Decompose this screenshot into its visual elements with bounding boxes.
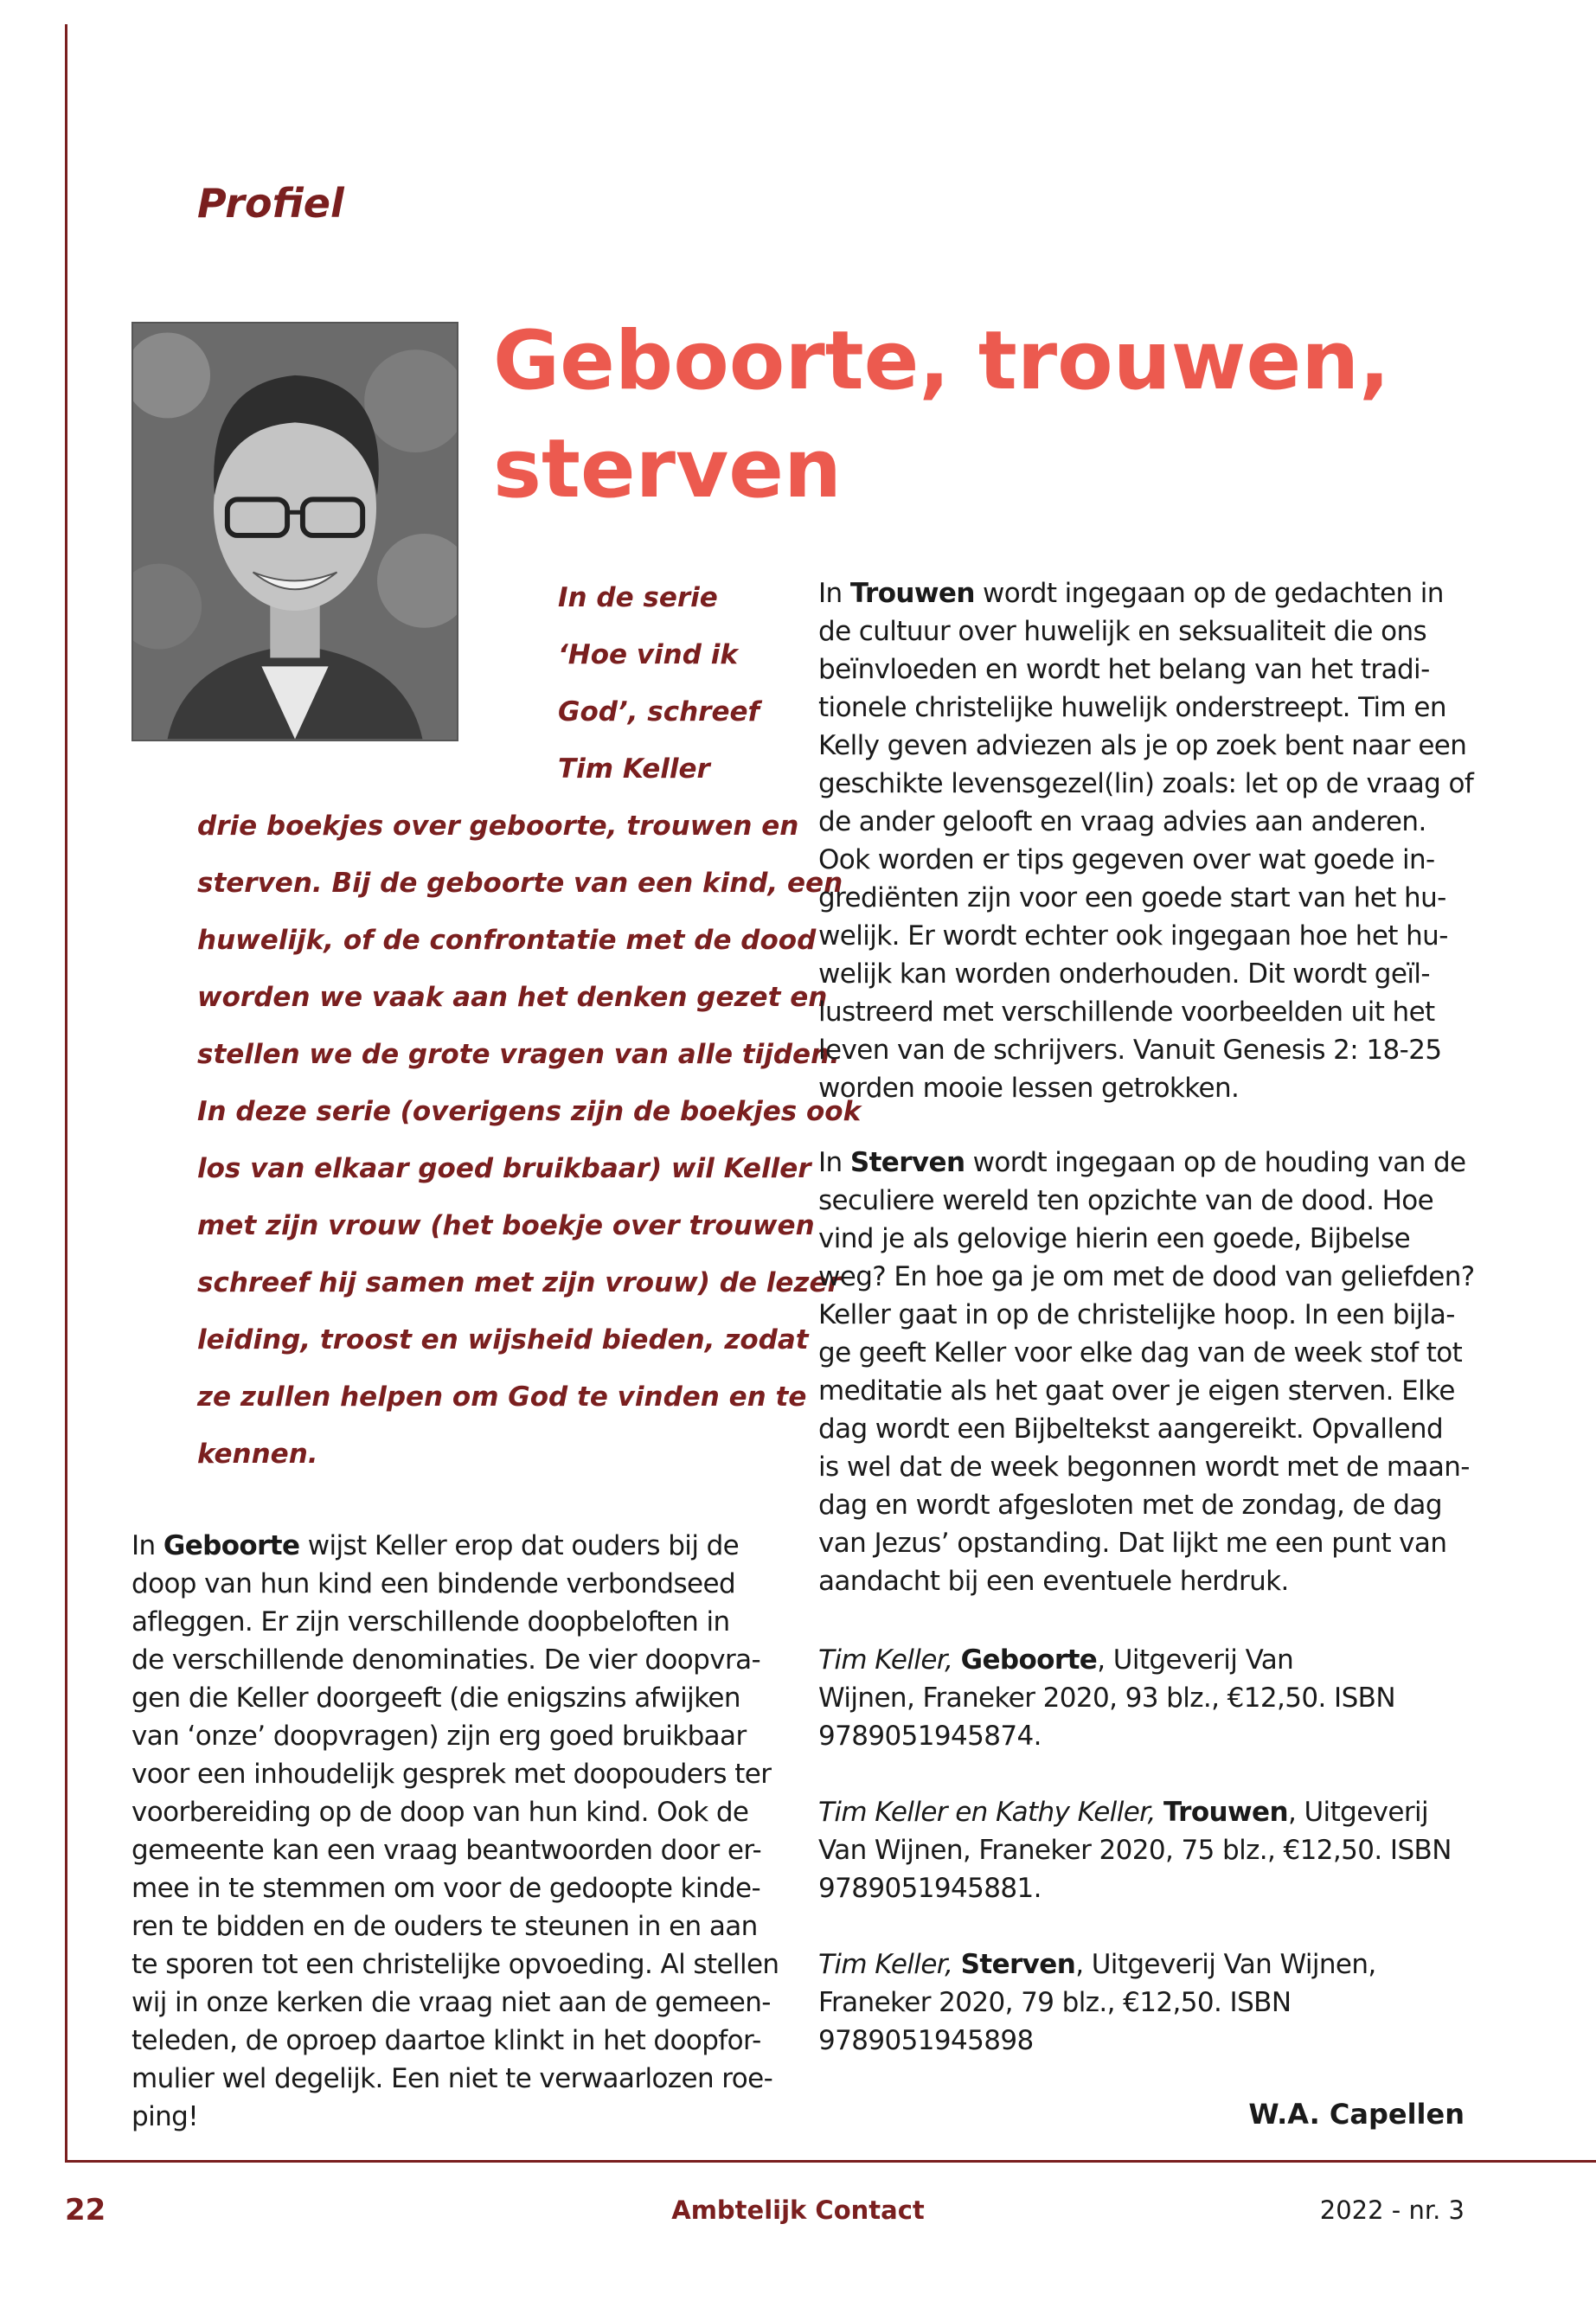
bibliography-entry bbox=[818, 1945, 1469, 2060]
journal-name: Ambtelijk Contact bbox=[671, 2195, 925, 2225]
paragraph-geboorte bbox=[131, 1527, 782, 2136]
margin-rule-vertical bbox=[65, 24, 67, 2161]
intro-line: drie boekjes over geboorte, trouwen en bbox=[197, 811, 799, 842]
body-line: tionele christelijke huwelijk onderstreept. Tim en bbox=[818, 692, 1446, 723]
body-line bbox=[818, 1144, 1469, 1182]
bib-line: Wijnen, Franeker 2020, 93 blz., €12,50. ISBN bbox=[818, 1682, 1395, 1714]
intro-lead bbox=[558, 569, 774, 798]
line-rest: wordt ingegaan op de gedachten in bbox=[974, 578, 1444, 609]
intro-line: sterven. Bij de geboorte van een kind, een bbox=[197, 868, 843, 899]
body-line: teleden, de oproep daartoe klinkt in het doopfor- bbox=[131, 2025, 761, 2056]
body-line: welijk. Er wordt echter ook ingegaan hoe het hu- bbox=[818, 920, 1448, 952]
body-line bbox=[131, 1527, 782, 1565]
intro-line: stellen we de grote vragen van alle tijden. bbox=[197, 1039, 840, 1070]
body-line: gen die Keller doorgeeft (die enigszins afwijken bbox=[131, 1682, 740, 1714]
body-line: Keller gaat in op de christelijke hoop. In een bijla- bbox=[818, 1299, 1455, 1330]
bib-line: 9789051945874. bbox=[818, 1721, 1042, 1752]
body-line: dag en wordt afgesloten met de zondag, de dag bbox=[818, 1490, 1442, 1521]
body-line: mee in te stemmen om voor de gedoopte kinde- bbox=[131, 1873, 761, 1904]
body-line: van ‘onze’ doopvragen) zijn erg goed bruikbaar bbox=[131, 1721, 747, 1752]
body-line: de ander gelooft en vraag advies aan anderen. bbox=[818, 806, 1426, 837]
page-number: 22 bbox=[65, 2193, 106, 2227]
body-line: grediënten zijn voor een goede start van het hu- bbox=[818, 882, 1446, 913]
bibliography-entry bbox=[818, 1641, 1469, 1755]
body-line: van Jezus’ opstanding. Dat lijkt me een punt van bbox=[818, 1528, 1447, 1559]
body-line: weg? En hoe ga je om met de dood van geliefden? bbox=[818, 1261, 1475, 1292]
intro-line: huwelijk, of de confrontatie met de dood bbox=[197, 925, 817, 956]
body-line: dag wordt een Bijbeltekst aangereikt. Opvallend bbox=[818, 1413, 1444, 1445]
bib-title: Sterven bbox=[960, 1949, 1076, 1980]
body-line: meditatie als het gaat over je eigen sterven. Elke bbox=[818, 1375, 1455, 1407]
body-line: doop van hun kind een bindende verbondseed bbox=[131, 1568, 736, 1599]
bib-publisher: , Uitgeverij Van Wijnen, bbox=[1075, 1949, 1376, 1980]
intro-line: los van elkaar goed bruikbaar) wil Keller bbox=[197, 1153, 811, 1184]
body-line: seculiere wereld ten opzichte van de dood. Hoe bbox=[818, 1185, 1434, 1216]
body-line: Kelly geven adviezen als je op zoek bent naar een bbox=[818, 730, 1467, 761]
intro-line: In de serie bbox=[558, 582, 718, 613]
bib-line: 9789051945881. bbox=[818, 1873, 1042, 1904]
intro-line: worden we vaak aan het denken gezet en bbox=[197, 982, 828, 1013]
bib-line: 9789051945898 bbox=[818, 2025, 1034, 2056]
line-rest: wijst Keller erop dat ouders bij de bbox=[299, 1530, 740, 1561]
bibliography-entry bbox=[818, 1793, 1469, 1907]
body-line: ge geeft Keller voor elke dag van de week stof tot bbox=[818, 1337, 1463, 1368]
body-line: leven van de schrijvers. Vanuit Genesis 2: 18-25 bbox=[818, 1035, 1442, 1066]
intro-line: schreef hij samen met zijn vrouw) de lezer bbox=[197, 1267, 841, 1298]
intro-line: In deze serie (overigens zijn de boekjes ook bbox=[197, 1096, 862, 1127]
lead-word: In bbox=[818, 1147, 843, 1178]
issue-label: 2022 - nr. 3 bbox=[1319, 2195, 1465, 2225]
lead-word: In bbox=[131, 1530, 156, 1561]
body-line: is wel dat de week begonnen wordt met de maan- bbox=[818, 1452, 1470, 1483]
bib-title: Trouwen bbox=[1163, 1797, 1288, 1828]
section-label: Profiel bbox=[197, 180, 344, 227]
bib-publisher: , Uitgeverij bbox=[1287, 1797, 1429, 1828]
keyword-sterven: Sterven bbox=[849, 1147, 965, 1178]
bib-publisher: , Uitgeverij Van bbox=[1097, 1644, 1294, 1676]
article-title bbox=[493, 307, 1488, 523]
intro-line: kennen. bbox=[197, 1439, 318, 1470]
body-line: te sporen tot een christelijke opvoeding. Al stellen bbox=[131, 1949, 779, 1980]
portrait-image bbox=[133, 324, 457, 740]
body-line: voor een inhoudelijk gesprek met doopouders ter bbox=[131, 1759, 772, 1790]
body-line: afleggen. Er zijn verschillende doopbeloften in bbox=[131, 1606, 730, 1638]
bib-title: Geboorte bbox=[960, 1644, 1098, 1676]
bib-line bbox=[818, 1945, 1469, 1984]
intro-line: met zijn vrouw (het boekje over trouwen bbox=[197, 1210, 815, 1241]
author-photo bbox=[131, 322, 458, 741]
body-line: voorbereiding op de doop van hun kind. Ook de bbox=[131, 1797, 749, 1828]
bib-author: Tim Keller, bbox=[818, 1949, 953, 1980]
keyword-geboorte: Geboorte bbox=[163, 1530, 300, 1561]
intro-body bbox=[197, 798, 862, 1483]
body-line: de verschillende denominaties. De vier doopvra- bbox=[131, 1644, 761, 1676]
body-line: geschikte levensgezel(lin) zoals: let op de vraag of bbox=[818, 768, 1474, 799]
body-line: mulier wel degelijk. Een niet te verwaarlozen roe- bbox=[131, 2063, 773, 2094]
body-line: aandacht bij een eventuele herdruk. bbox=[818, 1566, 1289, 1597]
paragraph-trouwen bbox=[818, 574, 1474, 1107]
intro-line: ‘Hoe vind ik bbox=[558, 639, 738, 670]
title-line: sterven bbox=[493, 422, 842, 516]
body-line: wij in onze kerken die vraag niet aan de gemeen- bbox=[131, 1987, 771, 2018]
bib-line bbox=[818, 1641, 1469, 1679]
body-line: beïnvloeden en wordt het belang van het tradi- bbox=[818, 654, 1430, 685]
bib-line bbox=[818, 1793, 1469, 1831]
footer-rule bbox=[65, 2160, 1596, 2163]
intro-line: leiding, troost en wijsheid bieden, zodat bbox=[197, 1324, 809, 1356]
body-line: Ook worden er tips gegeven over wat goede in- bbox=[818, 844, 1435, 875]
author-signature: W.A. Capellen bbox=[1248, 2098, 1465, 2131]
body-line: ren te bidden en de ouders te steunen in en aan bbox=[131, 1911, 758, 1942]
intro-line: Tim Keller bbox=[558, 753, 710, 785]
bib-line: Franeker 2020, 79 blz., €12,50. ISBN bbox=[818, 1987, 1292, 2018]
title-line: Geboorte, trouwen, bbox=[493, 314, 1390, 408]
body-line: ping! bbox=[131, 2101, 199, 2132]
body-line: lustreerd met verschillende voorbeelden uit het bbox=[818, 997, 1435, 1028]
keyword-trouwen: Trouwen bbox=[849, 578, 975, 609]
body-line: worden mooie lessen getrokken. bbox=[818, 1073, 1240, 1104]
bib-author: Tim Keller en Kathy Keller, bbox=[818, 1797, 1156, 1828]
body-line bbox=[818, 574, 1469, 612]
body-line: de cultuur over huwelijk en seksualiteit die ons bbox=[818, 616, 1427, 647]
intro-line: God’, schreef bbox=[558, 696, 760, 727]
bib-author: Tim Keller, bbox=[818, 1644, 953, 1676]
paragraph-sterven bbox=[818, 1144, 1475, 1600]
body-line: gemeente kan een vraag beantwoorden door er- bbox=[131, 1835, 762, 1866]
lead-word: In bbox=[818, 578, 843, 609]
intro-line: ze zullen helpen om God te vinden en te bbox=[197, 1381, 807, 1413]
line-rest: wordt ingegaan op de houding van de bbox=[965, 1147, 1466, 1178]
body-line: vind je als gelovige hierin een goede, Bijbelse bbox=[818, 1223, 1411, 1254]
bib-line: Van Wijnen, Franeker 2020, 75 blz., €12,50. ISBN bbox=[818, 1835, 1452, 1866]
body-line: welijk kan worden onderhouden. Dit wordt geïl- bbox=[818, 958, 1430, 990]
